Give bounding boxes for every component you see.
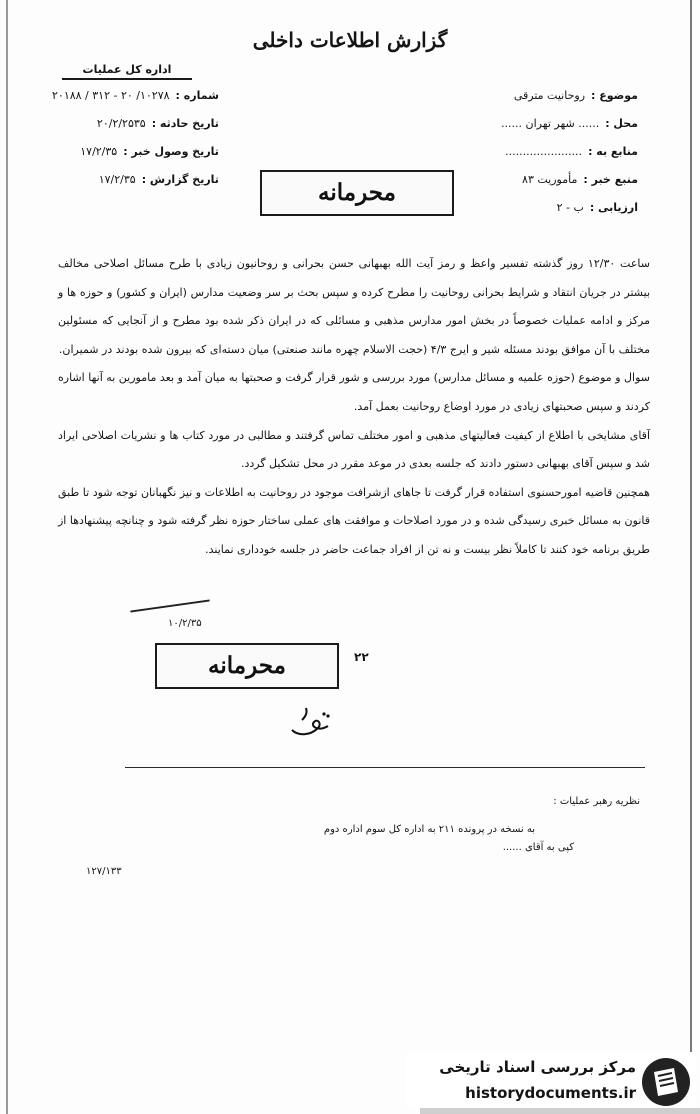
report-body bbox=[58, 250, 650, 565]
watermark-logo bbox=[406, 1052, 696, 1108]
document-title: گزارش اطلاعات داخلی bbox=[252, 28, 448, 52]
signature-line bbox=[130, 599, 209, 612]
footer-copy: کپی به آقای ...... bbox=[502, 842, 574, 853]
handwritten-signature-icon bbox=[288, 700, 334, 740]
classification-stamp-top: محرمانه bbox=[260, 170, 454, 216]
scan-edge-left bbox=[6, 0, 8, 1114]
classification-stamp-bottom: محرمانه bbox=[155, 643, 339, 689]
watermark-org-name: مرکز بررسی اسناد تاریخی bbox=[439, 1058, 636, 1076]
body-paragraph: ساعت ۱۲/۳۰ روز گذشته تفسیر واعظ و رمز آیت الله بهبهانی حسن بحرانی و روحانیون زیادی با طرح مسائل اصلاحی مخالف بیشتر در جریان انتقاد و شرایط بحرانی روحانیت را مطرح کرده و سپس بحث بر سر وضعیت مدارس (ایران و کشور) و حوزه ها و مرکز و ادامه عملیات خصوصاً در بخش امور مدارس مذهبی و مسائلی که در ایران ذکر شده بود مطرح و از آنجایی که مسئولین مختلف با آن موافق بودند مسئله شیر و ایرج ۴/۳ (حجت الاسلام چهره مانند صنعتی) میان دسته‌ای که بیرون شده بودند در شمیران. bbox=[58, 257, 650, 356]
meta-event-date: تاریخ حادثه :۲۰/۲/۲۵۳۵ bbox=[96, 117, 219, 130]
meta-right bbox=[501, 82, 638, 222]
meta-location: محل :...... شهر تهران ...... bbox=[501, 117, 638, 130]
meta-evaluation: ارزیابی :ب - ۲ bbox=[556, 201, 638, 214]
body-paragraph: سوال و موضوع (حوزه علمیه و مسائل مدارس) مورد بررسی و شور قرار گرفت و صحبتها به میان آمد و بعد مامورین به آنها اشاره کردند و سپس صحبتهای زیادی در مورد اوضاع روحانیت بعمل آمد. bbox=[58, 371, 650, 413]
meta-subject: موضوع :روحانیت مترقی bbox=[513, 89, 638, 102]
footer-reference-number: ۱۲۷/۱۳۳ bbox=[86, 866, 122, 877]
footer-divider bbox=[125, 767, 645, 768]
body-paragraph: همچنین قاضیه امورحسنوی استفاده قرار گرفت تا جاهای ازشرافت موجود در روحانیت به اطلاعات و نیز نگهبانان توجه شود تا طبق قانون به مسائل خبری رسیدگی شده و در مورد اصلاحات و موافقت های عملی ساختار حوزه نظر گرفته شود و چنانچه پیشنهادها از طریق برنامه خود کنند تا کاملاً نظر بیست و نه تن از افراد جماعت حاضر در جلسه خودداری نمایند. bbox=[58, 485, 650, 556]
signature-date: ۱۰/۲/۳۵ bbox=[168, 618, 202, 629]
footer-opinion: نظریه رهبر عملیات : bbox=[553, 796, 640, 807]
meta-report-date: تاریخ گزارش :۱۷/۲/۳۵ bbox=[98, 173, 219, 186]
watermark-url[interactable]: historydocuments.ir bbox=[465, 1084, 636, 1102]
scan-edge-bottom bbox=[420, 1108, 700, 1114]
archive-emblem-icon bbox=[640, 1056, 692, 1108]
footer-distribution: به نسخه در پرونده ۲۱۱ به اداره کل سوم اداره دوم bbox=[323, 824, 535, 835]
handwritten-mark: ۲۲ bbox=[354, 650, 369, 664]
meta-number: شماره :۱۰۲۷۸/ ۲۰ - ۳۱۲ / ۲۰۱۸۸ bbox=[52, 89, 219, 102]
meta-recipients: منابع به :...................... bbox=[505, 145, 638, 158]
body-paragraph: آقای مشایخی با اطلاع از کیفیت فعالیتهای مذهبی و امور مختلف تماس گرفتند و مطالبی در مورد کتاب ها و نشریات اصلاحی ایراد شد و سپس آقای بهبهانی دستور دادند که جلسه بعدی در موعد مقرر در محل تشکیل گردد. bbox=[58, 428, 650, 471]
scan-edge-right bbox=[690, 0, 692, 1060]
meta-received-date: تاریخ وصول خبر :۱۷/۲/۳۵ bbox=[80, 145, 219, 158]
meta-left bbox=[52, 82, 219, 194]
department-header: اداره کل عملیات bbox=[62, 62, 192, 80]
meta-source: منبع خبر :مأموریت ۸۳ bbox=[522, 173, 638, 186]
